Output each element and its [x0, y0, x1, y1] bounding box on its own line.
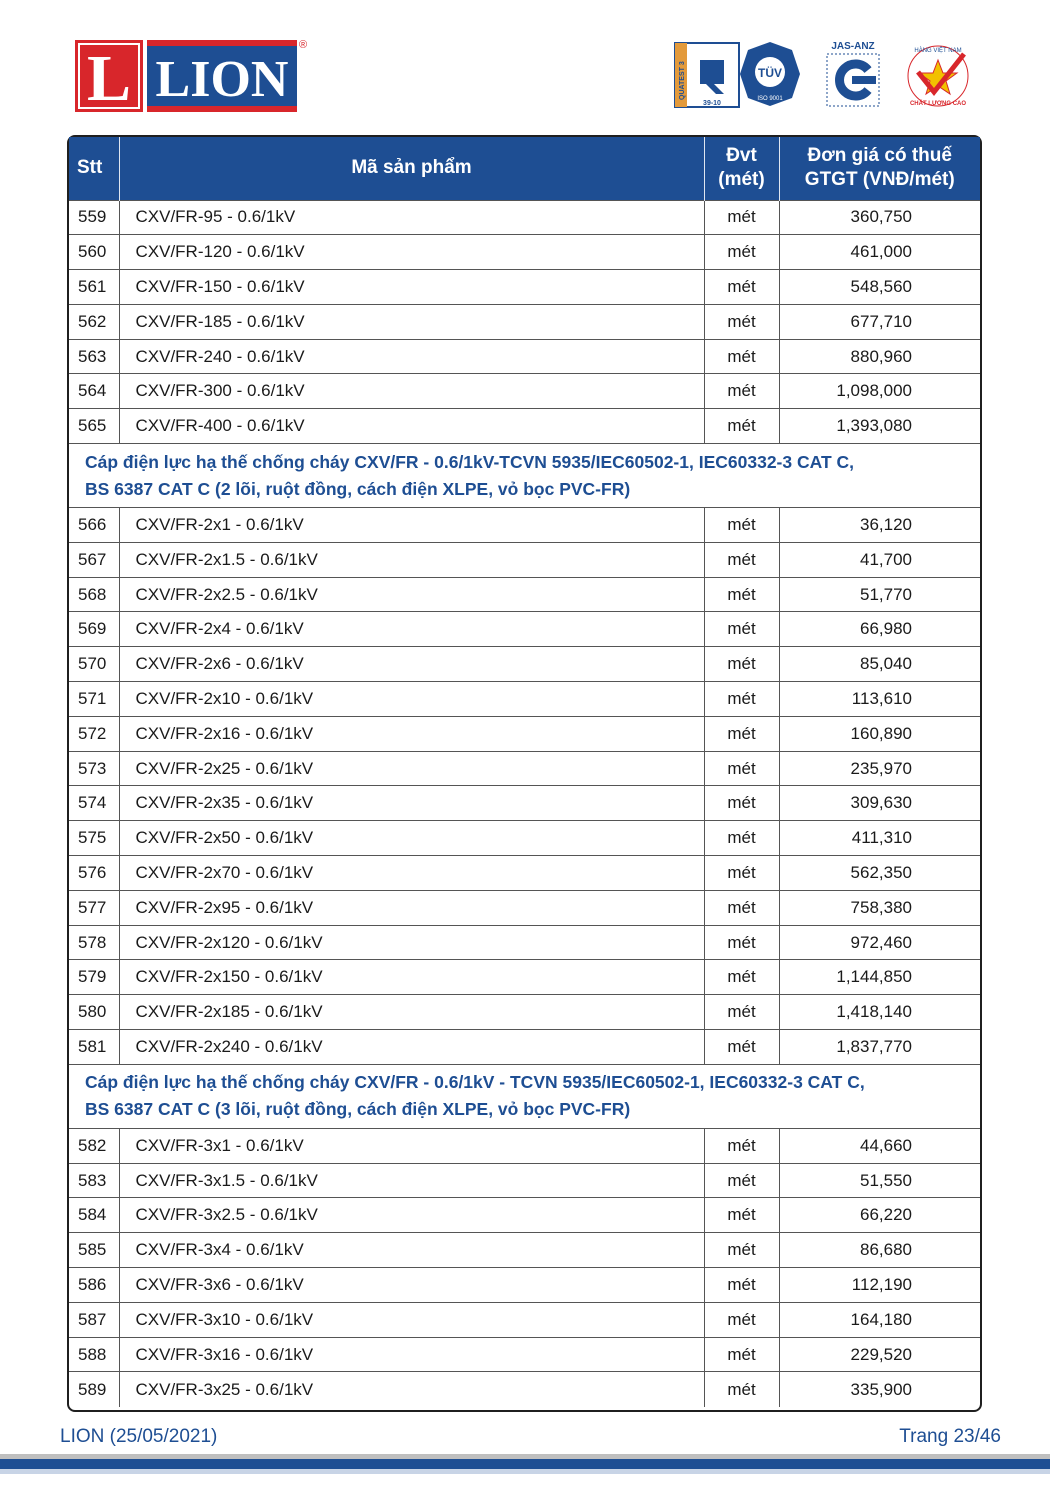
header-price-line1: Đơn giá có thuế [807, 145, 952, 167]
cell-price: 164,180 [779, 1302, 980, 1337]
cell-stt: 560 [69, 235, 119, 270]
cell-stt: 566 [69, 508, 119, 543]
cell-unit: mét [704, 542, 779, 577]
cell-unit: mét [704, 1372, 779, 1407]
cell-stt: 577 [69, 890, 119, 925]
cell-product-code: CXV/FR-240 - 0.6/1kV [119, 339, 704, 374]
logo-letter: L [86, 42, 132, 115]
cell-stt: 575 [69, 821, 119, 856]
cell-unit: mét [704, 995, 779, 1030]
tuv-badge [740, 42, 800, 106]
cell-stt: 559 [69, 200, 119, 235]
table-row [69, 409, 980, 444]
table-body [69, 200, 980, 1407]
cell-stt: 571 [69, 682, 119, 717]
cell-price: 51,770 [779, 577, 980, 612]
cell-unit: mét [704, 1337, 779, 1372]
cell-stt: 583 [69, 1163, 119, 1198]
table-row [69, 1302, 980, 1337]
table-row [69, 890, 980, 925]
table-row [69, 716, 980, 751]
tuv-iso: ISO 9001 [757, 96, 783, 102]
cell-price: 229,520 [779, 1337, 980, 1372]
cell-unit: mét [704, 1030, 779, 1065]
table-row [69, 960, 980, 995]
cell-stt: 572 [69, 716, 119, 751]
cell-price: 1,418,140 [779, 995, 980, 1030]
cell-stt: 573 [69, 751, 119, 786]
table-row [69, 1233, 980, 1268]
cell-product-code: CXV/FR-2x70 - 0.6/1kV [119, 856, 704, 891]
cell-price: 1,098,000 [779, 374, 980, 409]
cell-product-code: CXV/FR-2x50 - 0.6/1kV [119, 821, 704, 856]
cell-unit: mét [704, 786, 779, 821]
table-row [69, 577, 980, 612]
table-row [69, 751, 980, 786]
cell-price: 44,660 [779, 1128, 980, 1163]
hvn-bottom-label: CHẤT LƯỢNG CAO [909, 101, 967, 107]
cell-price: 562,350 [779, 856, 980, 891]
cell-price: 677,710 [779, 304, 980, 339]
cell-price: 548,560 [779, 270, 980, 305]
cell-price: 112,190 [779, 1268, 980, 1303]
section-title-line1: Cáp điện lực hạ thế chống cháy CXV/FR - 0.6/1kV-TCVN 5935/IEC60502-1, IEC60332-3 CAT C, [85, 451, 855, 472]
table-row [69, 339, 980, 374]
cell-price: 972,460 [779, 925, 980, 960]
cell-product-code: CXV/FR-3x4 - 0.6/1kV [119, 1233, 704, 1268]
registered-mark: ® [299, 39, 308, 51]
cell-stt: 580 [69, 995, 119, 1030]
lion-logo [75, 38, 308, 115]
cell-product-code: CXV/FR-3x2.5 - 0.6/1kV [119, 1198, 704, 1233]
cell-product-code: CXV/FR-120 - 0.6/1kV [119, 235, 704, 270]
tuv-name: TÜV [758, 66, 782, 80]
cell-unit: mét [704, 821, 779, 856]
header-price [779, 137, 980, 200]
cell-product-code: CXV/FR-400 - 0.6/1kV [119, 409, 704, 444]
table-row [69, 647, 980, 682]
cell-stt: 588 [69, 1337, 119, 1372]
cell-price: 85,040 [779, 647, 980, 682]
cell-price: 113,610 [779, 682, 980, 717]
cell-price: 309,630 [779, 786, 980, 821]
cell-product-code: CXV/FR-3x16 - 0.6/1kV [119, 1337, 704, 1372]
cell-stt: 562 [69, 304, 119, 339]
table-row [69, 1337, 980, 1372]
cell-product-code: CXV/FR-2x10 - 0.6/1kV [119, 682, 704, 717]
footer-band-white [0, 1474, 1050, 1499]
cell-price: 66,980 [779, 612, 980, 647]
cell-unit: mét [704, 1302, 779, 1337]
header-unit-line1: Đvt [726, 145, 757, 167]
cell-stt: 587 [69, 1302, 119, 1337]
cell-stt: 582 [69, 1128, 119, 1163]
table-row [69, 374, 980, 409]
table-row [69, 925, 980, 960]
section-title [69, 444, 980, 508]
table-row [69, 856, 980, 891]
price-table [67, 135, 982, 1412]
cell-unit: mét [704, 339, 779, 374]
cell-unit: mét [704, 200, 779, 235]
cell-product-code: CXV/FR-2x1 - 0.6/1kV [119, 508, 704, 543]
table-header-row [69, 137, 980, 200]
table-row [69, 612, 980, 647]
cell-stt: 561 [69, 270, 119, 305]
cell-unit: mét [704, 856, 779, 891]
cell-product-code: CXV/FR-185 - 0.6/1kV [119, 304, 704, 339]
cell-stt: 576 [69, 856, 119, 891]
cell-stt: 579 [69, 960, 119, 995]
cell-price: 36,120 [779, 508, 980, 543]
cell-unit: mét [704, 235, 779, 270]
cell-unit: mét [704, 647, 779, 682]
cell-product-code: CXV/FR-2x150 - 0.6/1kV [119, 960, 704, 995]
table-row [69, 1372, 980, 1407]
section-title-line2: BS 6387 CAT C (2 lõi, ruột đồng, cách điện XLPE, vỏ bọc PVC-FR) [85, 478, 631, 499]
cell-unit: mét [704, 751, 779, 786]
cell-unit: mét [704, 508, 779, 543]
table-row [69, 1198, 980, 1233]
cell-product-code: CXV/FR-95 - 0.6/1kV [119, 200, 704, 235]
cell-unit: mét [704, 1128, 779, 1163]
cell-stt: 586 [69, 1268, 119, 1303]
cell-product-code: CXV/FR-2x4 - 0.6/1kV [119, 612, 704, 647]
header-unit-line2: (mét) [718, 169, 765, 191]
section-header-row [69, 1064, 980, 1128]
table-row [69, 821, 980, 856]
cell-price: 411,310 [779, 821, 980, 856]
table-row [69, 235, 980, 270]
cell-product-code: CXV/FR-3x6 - 0.6/1kV [119, 1268, 704, 1303]
cell-price: 461,000 [779, 235, 980, 270]
table-row [69, 786, 980, 821]
cell-unit: mét [704, 270, 779, 305]
cell-product-code: CXV/FR-2x25 - 0.6/1kV [119, 751, 704, 786]
certification-badges [672, 40, 982, 112]
jas-anz-label: JAS-ANZ [831, 41, 875, 52]
cell-product-code: CXV/FR-2x120 - 0.6/1kV [119, 925, 704, 960]
cell-product-code: CXV/FR-2x95 - 0.6/1kV [119, 890, 704, 925]
cell-unit: mét [704, 1198, 779, 1233]
section-title [69, 1064, 980, 1128]
cell-unit: mét [704, 1163, 779, 1198]
cell-price: 160,890 [779, 716, 980, 751]
table-row [69, 508, 980, 543]
cell-product-code: CXV/FR-2x6 - 0.6/1kV [119, 647, 704, 682]
cell-unit: mét [704, 577, 779, 612]
cell-price: 360,750 [779, 200, 980, 235]
section-title-line1: Cáp điện lực hạ thế chống cháy CXV/FR - 0.6/1kV - TCVN 5935/IEC60502-1, IEC60332-3 CAT C, [85, 1072, 865, 1093]
cell-price: 1,144,850 [779, 960, 980, 995]
logo-wordmark: LION [155, 51, 289, 108]
cell-unit: mét [704, 682, 779, 717]
cell-price: 758,380 [779, 890, 980, 925]
cell-price: 66,220 [779, 1198, 980, 1233]
cell-unit: mét [704, 612, 779, 647]
header-product-code: Mã sản phẩm [119, 137, 704, 200]
cell-unit: mét [704, 409, 779, 444]
cell-unit: mét [704, 1268, 779, 1303]
cell-stt: 570 [69, 647, 119, 682]
table-row [69, 270, 980, 305]
cell-price: 51,550 [779, 1163, 980, 1198]
footer-page-number: Trang 23/46 [899, 1426, 1001, 1447]
cell-product-code: CXV/FR-3x1.5 - 0.6/1kV [119, 1163, 704, 1198]
jas-anz-badge [827, 41, 879, 106]
cell-product-code: CXV/FR-2x1.5 - 0.6/1kV [119, 542, 704, 577]
cell-stt: 565 [69, 409, 119, 444]
cell-product-code: CXV/FR-2x185 - 0.6/1kV [119, 995, 704, 1030]
cell-stt: 563 [69, 339, 119, 374]
cell-product-code: CXV/FR-3x25 - 0.6/1kV [119, 1372, 704, 1407]
table-row [69, 304, 980, 339]
quatest-badge [675, 43, 739, 107]
cell-price: 880,960 [779, 339, 980, 374]
table-row [69, 1268, 980, 1303]
cell-stt: 569 [69, 612, 119, 647]
cell-price: 1,837,770 [779, 1030, 980, 1065]
cell-product-code: CXV/FR-2x35 - 0.6/1kV [119, 786, 704, 821]
quatest-label: QUATEST 3 [679, 61, 686, 100]
cell-unit: mét [704, 1233, 779, 1268]
cell-unit: mét [704, 374, 779, 409]
cell-product-code: CXV/FR-3x10 - 0.6/1kV [119, 1302, 704, 1337]
cell-product-code: CXV/FR-2x16 - 0.6/1kV [119, 716, 704, 751]
cell-product-code: CXV/FR-2x2.5 - 0.6/1kV [119, 577, 704, 612]
footer-band-blue [0, 1459, 1050, 1469]
cell-product-code: CXV/FR-300 - 0.6/1kV [119, 374, 704, 409]
cell-unit: mét [704, 925, 779, 960]
hvn-top-label: HÀNG VIỆT NAM [914, 48, 962, 54]
cell-product-code: CXV/FR-2x240 - 0.6/1kV [119, 1030, 704, 1065]
table-row [69, 682, 980, 717]
hvn-clc-badge [908, 46, 968, 107]
cell-unit: mét [704, 960, 779, 995]
table-row [69, 1163, 980, 1198]
section-header-row [69, 444, 980, 508]
header-price-line2: GTGT (VNĐ/mét) [804, 169, 955, 191]
cell-stt: 584 [69, 1198, 119, 1233]
cell-price: 235,970 [779, 751, 980, 786]
cell-price: 1,393,080 [779, 409, 980, 444]
cell-stt: 585 [69, 1233, 119, 1268]
header-stt: Stt [69, 137, 119, 200]
cell-stt: 567 [69, 542, 119, 577]
quatest-code: 39-10 [703, 100, 721, 107]
cell-price: 41,700 [779, 542, 980, 577]
cell-product-code: CXV/FR-3x1 - 0.6/1kV [119, 1128, 704, 1163]
cell-stt: 574 [69, 786, 119, 821]
cell-unit: mét [704, 716, 779, 751]
table-row [69, 995, 980, 1030]
cell-unit: mét [704, 890, 779, 925]
cell-price: 335,900 [779, 1372, 980, 1407]
table-row [69, 542, 980, 577]
header-unit [704, 137, 779, 200]
cell-price: 86,680 [779, 1233, 980, 1268]
cell-stt: 581 [69, 1030, 119, 1065]
table-row [69, 1030, 980, 1065]
table-row [69, 200, 980, 235]
footer-date: LION (25/05/2021) [60, 1426, 218, 1447]
section-title-line2: BS 6387 CAT C (3 lõi, ruột đồng, cách điện XLPE, vỏ bọc PVC-FR) [85, 1099, 631, 1120]
cell-stt: 578 [69, 925, 119, 960]
cell-stt: 589 [69, 1372, 119, 1407]
cell-product-code: CXV/FR-150 - 0.6/1kV [119, 270, 704, 305]
cell-unit: mét [704, 304, 779, 339]
cell-stt: 568 [69, 577, 119, 612]
cell-stt: 564 [69, 374, 119, 409]
table-row [69, 1128, 980, 1163]
